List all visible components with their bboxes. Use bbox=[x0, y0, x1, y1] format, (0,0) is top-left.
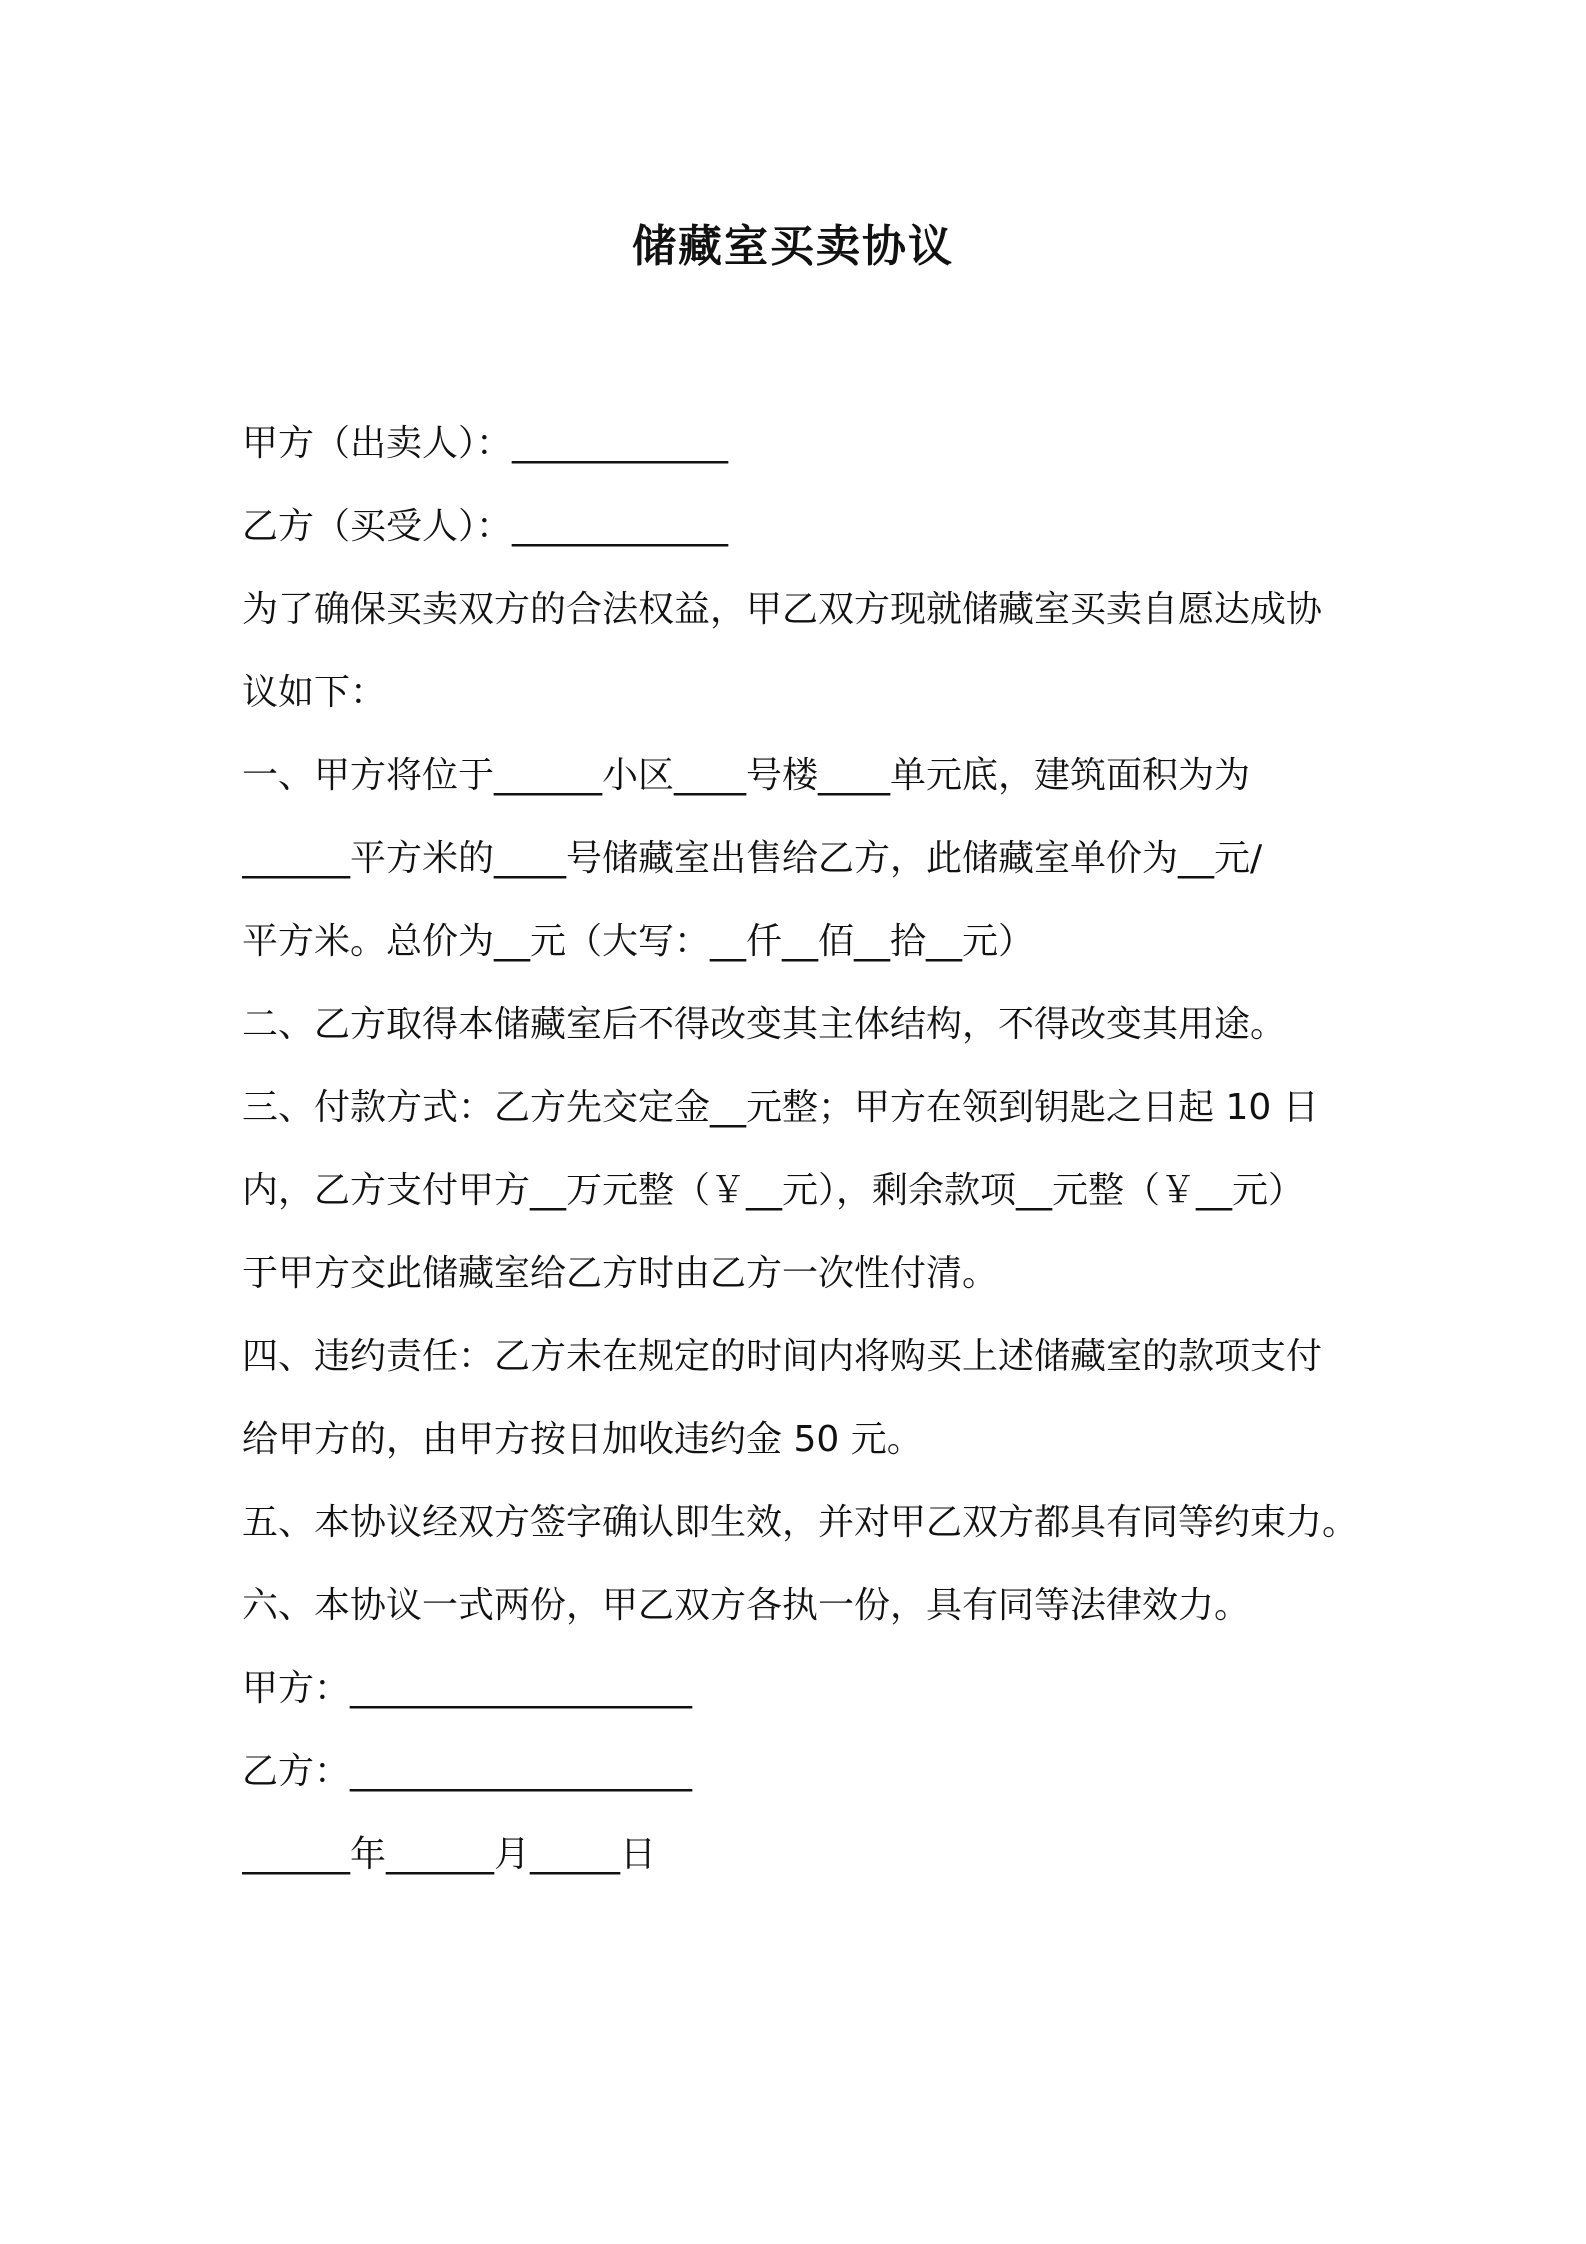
clause-2-line-1: 二、乙方取得本储藏室后不得改变其主体结构，不得改变其用途。 bbox=[242, 1004, 1287, 1045]
clause-3-line-2: 内，乙方支付甲方__万元整（￥__元），剩余款项__元整（￥__元） bbox=[242, 1170, 1305, 1211]
signature-date: ______年______月_____日 bbox=[242, 1834, 656, 1875]
clause-1-line-2: ______平方米的____号储藏室出售给乙方，此储藏室单价为__元/ bbox=[242, 838, 1263, 879]
party-b-line: 乙方（买受人）：____________ bbox=[242, 506, 729, 547]
document-body bbox=[242, 402, 1362, 1896]
clause-1-line-1: 一、甲方将位于______小区____号楼____单元底，建筑面积为为 bbox=[242, 755, 1251, 796]
document-title: 储藏室买卖协议 bbox=[632, 221, 954, 272]
preamble-line-2: 议如下： bbox=[242, 672, 387, 713]
preamble-line-1: 为了确保买卖双方的合法权益，甲乙双方现就储藏室买卖自愿达成协 bbox=[242, 589, 1323, 630]
clause-3-line-1: 三、付款方式：乙方先交定金__元整；甲方在领到钥匙之日起 10 日 bbox=[242, 1087, 1319, 1128]
clause-5-line-1: 五、本协议经双方签字确认即生效，并对甲乙双方都具有同等约束力。 bbox=[242, 1502, 1359, 1543]
clause-3-line-3: 于甲方交此储藏室给乙方时由乙方一次性付清。 bbox=[242, 1253, 999, 1294]
clause-4-line-2: 给甲方的，由甲方按日加收违约金 50 元。 bbox=[242, 1419, 923, 1460]
party-a-line: 甲方（出卖人）：____________ bbox=[242, 423, 729, 464]
clause-4-line-1: 四、违约责任：乙方未在规定的时间内将购买上述储藏室的款项支付 bbox=[242, 1336, 1323, 1377]
clause-6-line-1: 六、本协议一式两份，甲乙双方各执一份，具有同等法律效力。 bbox=[242, 1585, 1251, 1626]
signature-party-a: 甲方：___________________ bbox=[242, 1668, 693, 1709]
clause-1-line-3: 平方米。总价为__元（大写：__仟__佰__拾__元） bbox=[242, 921, 1035, 962]
signature-party-b: 乙方：___________________ bbox=[242, 1751, 693, 1792]
